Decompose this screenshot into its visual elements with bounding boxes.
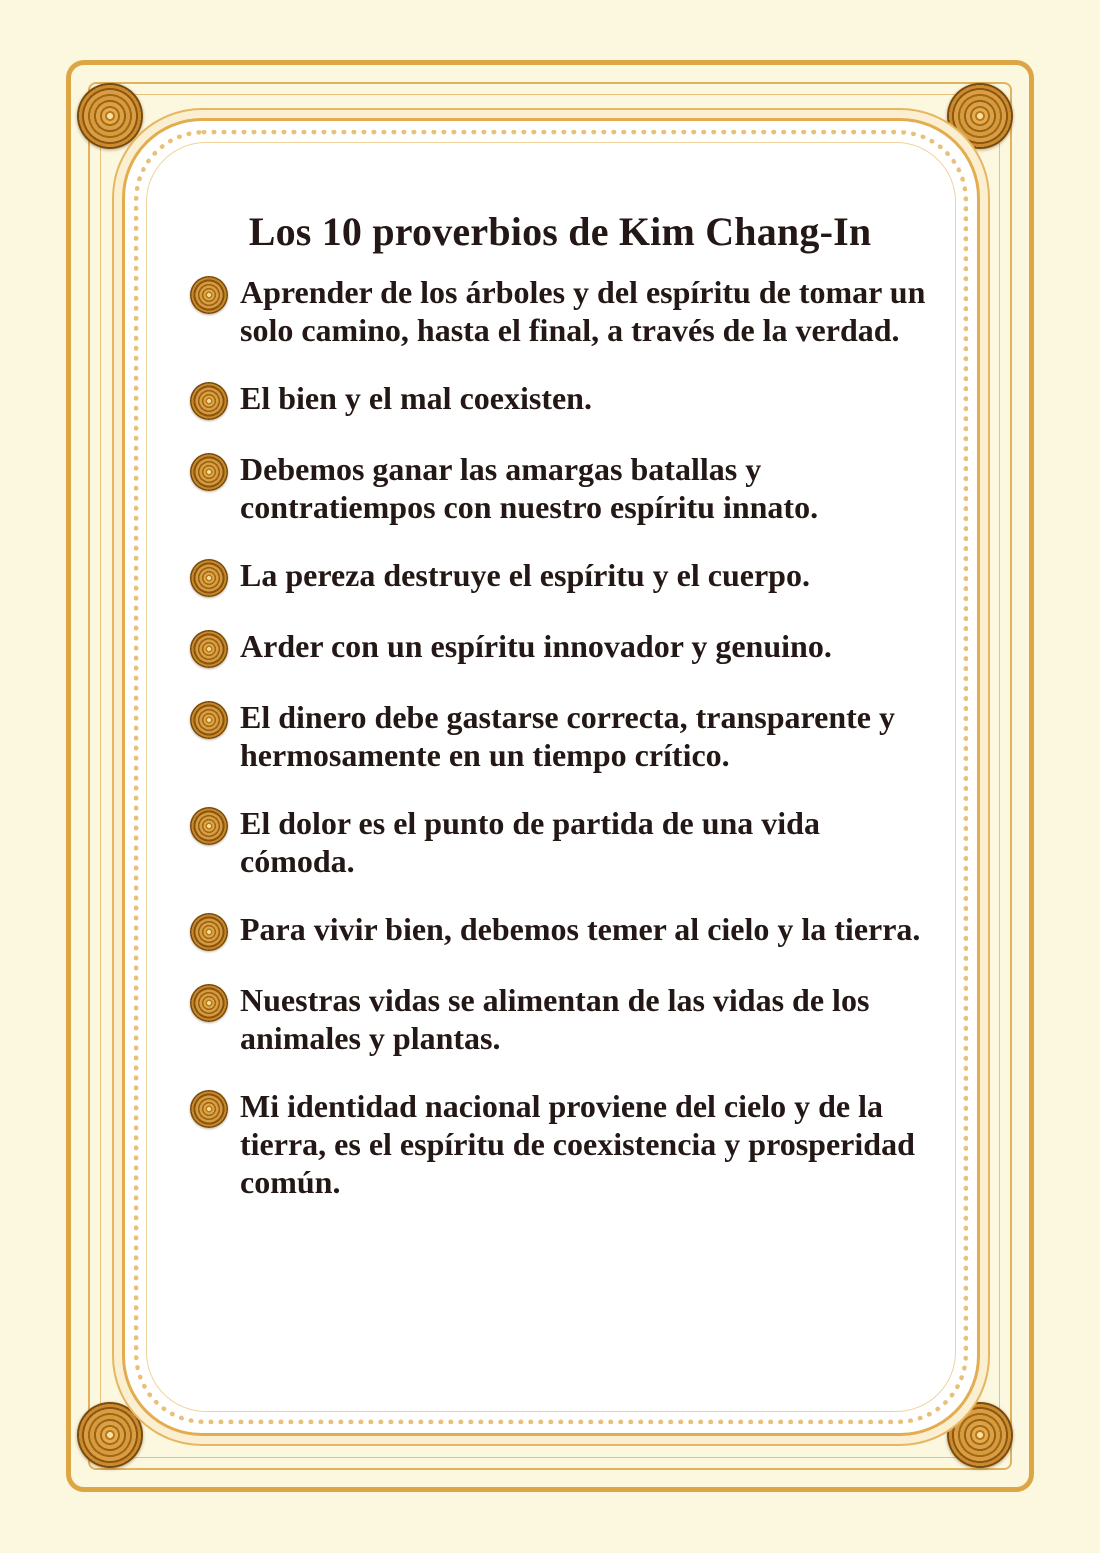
proverb-list	[190, 273, 930, 1201]
gold-medallion-bullet-icon	[190, 984, 228, 1022]
gold-medallion-bullet-icon	[190, 453, 228, 491]
proverb-item	[190, 450, 930, 526]
gold-medallion-bullet-icon	[190, 807, 228, 845]
proverb-item	[190, 379, 930, 420]
gold-medallion-bullet-icon	[190, 701, 228, 739]
proverb-text: Arder con un espíritu innovador y genuino.	[240, 628, 832, 664]
corner-medallion-icon-top-right	[947, 83, 1013, 149]
proverb-item	[190, 698, 930, 774]
proverb-text: El bien y el mal coexisten.	[240, 380, 592, 416]
proverb-text: Nuestras vidas se alimentan de las vidas de los animales y plantas.	[240, 982, 870, 1056]
corner-medallion-icon-bottom-left	[77, 1402, 143, 1468]
proverb-text: Debemos ganar las amargas batallas y contratiempos con nuestro espíritu innato.	[240, 451, 819, 525]
proverb-text: Aprender de los árboles y del espíritu de tomar un solo camino, hasta el final, a través de la verdad.	[240, 274, 926, 348]
gold-medallion-bullet-icon	[190, 276, 228, 314]
proverb-item	[190, 556, 930, 597]
proverb-item	[190, 981, 930, 1057]
gold-medallion-bullet-icon	[190, 630, 228, 668]
proverbs-content	[190, 208, 930, 1231]
proverb-text: Para vivir bien, debemos temer al cielo y la tierra.	[240, 911, 921, 947]
gold-medallion-bullet-icon	[190, 382, 228, 420]
proverb-item	[190, 627, 930, 668]
proverb-text: El dolor es el punto de partida de una vida cómoda.	[240, 805, 820, 879]
page-title: Los 10 proverbios de Kim Chang-In	[248, 209, 872, 254]
proverb-item	[190, 1087, 930, 1201]
proverb-text: Mi identidad nacional proviene del cielo y de la tierra, es el espíritu de coexistencia y prosperidad común.	[240, 1088, 915, 1200]
gold-medallion-bullet-icon	[190, 913, 228, 951]
proverb-item	[190, 910, 930, 951]
gold-medallion-bullet-icon	[190, 1090, 228, 1128]
gold-medallion-bullet-icon	[190, 559, 228, 597]
proverb-item	[190, 804, 930, 880]
corner-medallion-icon-top-left	[77, 83, 143, 149]
proverb-text: El dinero debe gastarse correcta, transparente y hermosamente en un tiempo crítico.	[240, 699, 895, 773]
proverb-item	[190, 273, 930, 349]
proverb-text: La pereza destruye el espíritu y el cuerpo.	[240, 557, 810, 593]
